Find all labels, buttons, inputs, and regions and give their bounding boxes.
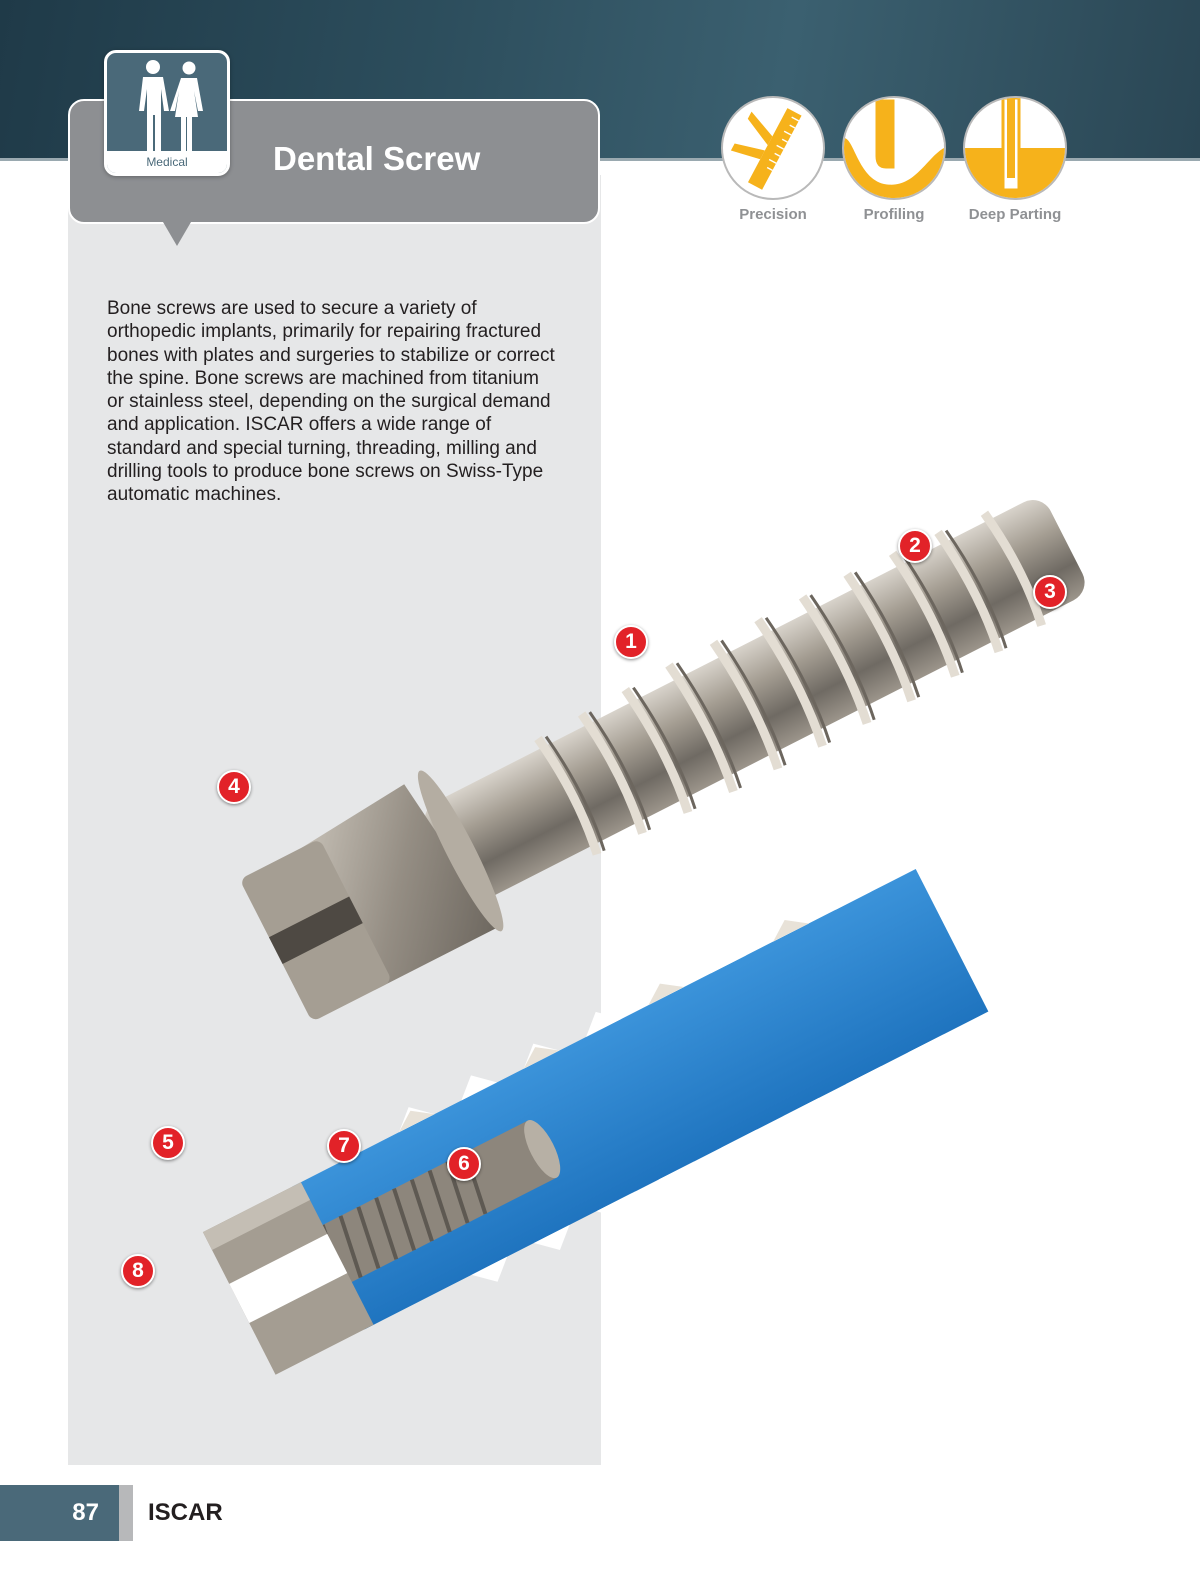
callout-marker-1: 1 (614, 625, 648, 659)
callout-marker-4: 4 (217, 770, 251, 804)
operation-deep-parting (963, 96, 1067, 223)
callout-marker-6: 6 (447, 1147, 481, 1181)
title-bubble-tail (163, 222, 191, 246)
section-label: Medical (107, 151, 227, 173)
human-figures-icon (125, 57, 215, 157)
operation-precision (721, 96, 825, 223)
footer-divider (119, 1485, 133, 1541)
caliper-icon (721, 96, 825, 200)
operation-label: Precision (739, 206, 807, 223)
operation-profiling (842, 96, 946, 223)
description-text (107, 297, 557, 507)
screw-illustration (0, 500, 1200, 1380)
description-paragraph: Bone screws are used to secure a variety of orthopedic implants, primarily for repairing fractured bones with plates and surgeries to stabilize or correct the spine. Bone screws are machined from titanium or stainless steel, depending on the surgical demand and application. ISCAR offers a wide range of standard and special turning, threading, milling and drilling tools to produce bone screws on Swiss-Type automatic machines. (107, 298, 555, 506)
callout-marker-5: 5 (151, 1126, 185, 1160)
page-title: Dental Screw (273, 140, 481, 177)
deep-parting-icon (963, 96, 1067, 200)
callout-marker-7: 7 (327, 1129, 361, 1163)
profiling-icon (842, 96, 946, 200)
screw-image (0, 500, 1200, 1380)
callout-marker-8: 8 (121, 1254, 155, 1288)
operation-label: Profiling (863, 206, 925, 223)
callout-marker-2: 2 (898, 529, 932, 563)
operation-label: Deep Parting (968, 206, 1062, 223)
page-number: 87 (0, 1485, 119, 1541)
section-badge (104, 50, 230, 176)
brand-name: ISCAR (148, 1499, 223, 1526)
callout-marker-3: 3 (1033, 575, 1067, 609)
